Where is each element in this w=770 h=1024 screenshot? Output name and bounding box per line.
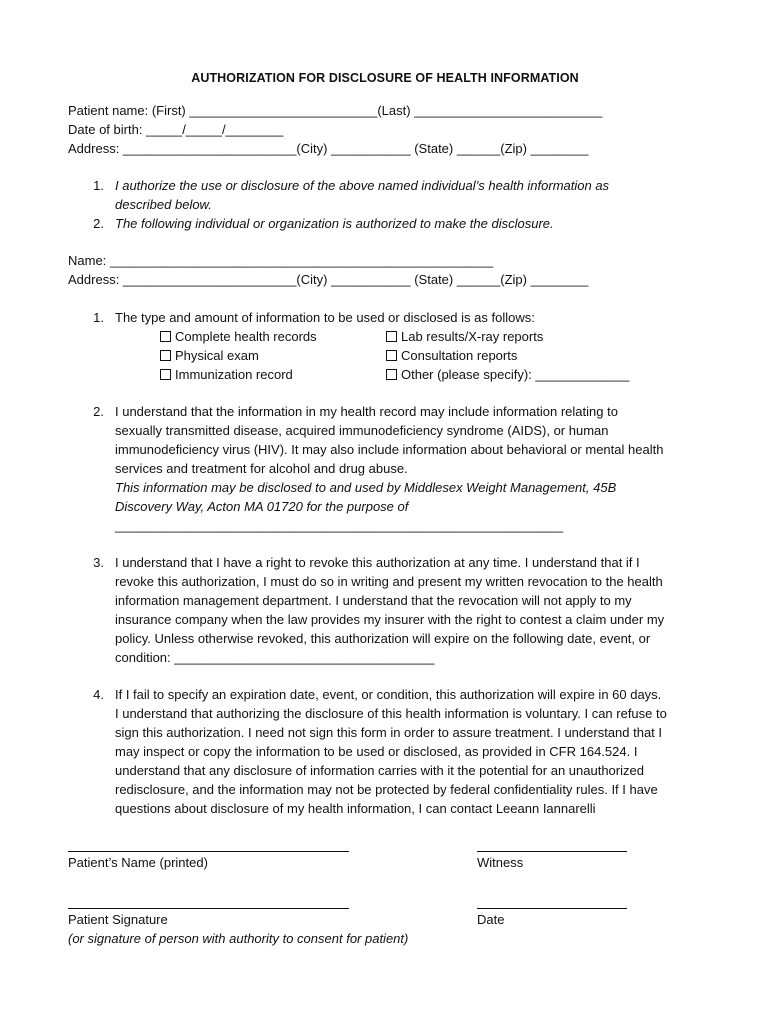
section-4-line: may inspect or copy the information to be used or disclosed, as provided in CFR 164.524. I bbox=[115, 744, 638, 759]
option-label: Consultation reports bbox=[401, 348, 518, 363]
intro-item-2: The following individual or organization is authorized to make the disclosure. bbox=[115, 216, 554, 231]
checkbox-icon[interactable] bbox=[386, 369, 397, 380]
section-2-line: services and treatment for alcohol and drug abuse. bbox=[115, 461, 408, 476]
checkbox-icon[interactable] bbox=[386, 331, 397, 342]
section-3-number: 3. bbox=[93, 555, 104, 570]
option-complete-health-records[interactable] bbox=[160, 329, 317, 345]
checkbox-icon[interactable] bbox=[160, 369, 171, 380]
section-1-number: 1. bbox=[93, 310, 104, 325]
checkbox-icon[interactable] bbox=[386, 350, 397, 361]
section-4-number: 4. bbox=[93, 687, 104, 702]
signature-line[interactable] bbox=[68, 908, 349, 909]
section-3-line: insurance company when the law provides my insurer with the right to contest a claim under my bbox=[115, 612, 665, 627]
option-label: Immunization record bbox=[175, 367, 293, 382]
witness-label: Witness bbox=[477, 855, 524, 870]
option-consultation-reports[interactable] bbox=[386, 348, 517, 364]
date-of-birth-field[interactable]: Date of birth: _____/_____/________ bbox=[68, 122, 284, 137]
section-3-line: revoke this authorization, I must do so in writing and present my written revocation to the health bbox=[115, 574, 663, 589]
expiration-condition-field[interactable]: condition: ____________________________________ bbox=[115, 650, 435, 665]
section-2-body bbox=[115, 402, 715, 535]
section-4-line: questions about disclosure of my health information, I can contact Leeann Iannarelli bbox=[115, 801, 596, 816]
signature-note: (or signature of person with authority to consent for patient) bbox=[68, 931, 409, 946]
checkbox-icon[interactable] bbox=[160, 331, 171, 342]
section-3-line: policy. Unless otherwise revoked, this authorization will expire on the following date, event, or bbox=[115, 631, 651, 646]
option-other[interactable] bbox=[386, 367, 629, 383]
intro-item-1-number: 1. bbox=[93, 178, 104, 193]
section-2-line: sexually transmitted disease, acquired immunodeficiency syndrome (AIDS), or human bbox=[115, 423, 609, 438]
printed-name-line[interactable] bbox=[68, 851, 349, 852]
intro-item-1-line-2: described below. bbox=[115, 197, 212, 212]
option-physical-exam[interactable] bbox=[160, 348, 259, 364]
date-label: Date bbox=[477, 912, 505, 927]
printed-name-label: Patient’s Name (printed) bbox=[68, 855, 208, 870]
section-1-lead: The type and amount of information to be used or disclosed is as follows: bbox=[115, 310, 535, 325]
recipient-name-field[interactable]: Name: _____________________________________________________ bbox=[68, 253, 494, 268]
option-label: Lab results/X-ray reports bbox=[401, 329, 544, 344]
section-2-number: 2. bbox=[93, 404, 104, 419]
section-4-line: sign this authorization. I need not sign this form in order to assure treatment. I understand that I bbox=[115, 725, 663, 740]
section-2-line: I understand that the information in my health record may include information relating to bbox=[115, 404, 618, 419]
witness-line[interactable] bbox=[477, 851, 627, 852]
section-3-body bbox=[115, 553, 715, 667]
section-2-purpose-line: This information may be disclosed to and used by Middlesex Weight Management, 45B bbox=[115, 480, 617, 495]
option-immunization-record[interactable] bbox=[160, 367, 293, 383]
option-label: Complete health records bbox=[175, 329, 317, 344]
patient-address-field[interactable]: Address: ________________________(City) ___________ (State) ______(Zip) ________ bbox=[68, 141, 589, 156]
section-4-line: redisclosure, and the information may not be protected by federal confidentiality rules. If I have bbox=[115, 782, 658, 797]
signature-label: Patient Signature bbox=[68, 912, 168, 927]
option-label: Other (please specify): _____________ bbox=[401, 367, 630, 382]
patient-name-field[interactable]: Patient name: (First) __________________________(Last) __________________________ bbox=[68, 103, 603, 118]
section-4-body bbox=[115, 685, 715, 818]
section-3-line: information management department. I understand that the revocation will not apply to my bbox=[115, 593, 632, 608]
section-2-line: immunodeficiency virus (HIV). It may also include information about behavioral or mental health bbox=[115, 442, 664, 457]
section-4-line: If I fail to specify an expiration date, event, or condition, this authorization will expire in 60 days. bbox=[115, 687, 662, 702]
option-label: Physical exam bbox=[175, 348, 259, 363]
option-lab-results[interactable] bbox=[386, 329, 543, 345]
date-line[interactable] bbox=[477, 908, 627, 909]
section-2-purpose-line: Discovery Way, Acton MA 01720 for the purpose of bbox=[115, 499, 409, 514]
intro-item-2-number: 2. bbox=[93, 216, 104, 231]
form-title: AUTHORIZATION FOR DISCLOSURE OF HEALTH INFORMATION bbox=[191, 71, 579, 85]
intro-item-1-line-1: I authorize the use or disclosure of the above named individual’s health information as bbox=[115, 178, 610, 193]
purpose-input-line[interactable]: ______________________________________________________________ bbox=[115, 518, 564, 533]
section-4-line: understand that any disclosure of information carries with it the potential for an unauthorized bbox=[115, 763, 644, 778]
section-3-line: I understand that I have a right to revoke this authorization at any time. I understand that if I bbox=[115, 555, 640, 570]
recipient-address-field[interactable]: Address: ________________________(City) ___________ (State) ______(Zip) ________ bbox=[68, 272, 589, 287]
checkbox-icon[interactable] bbox=[160, 350, 171, 361]
section-4-line: I understand that authorizing the disclosure of this health information is voluntary. I can refuse to bbox=[115, 706, 667, 721]
